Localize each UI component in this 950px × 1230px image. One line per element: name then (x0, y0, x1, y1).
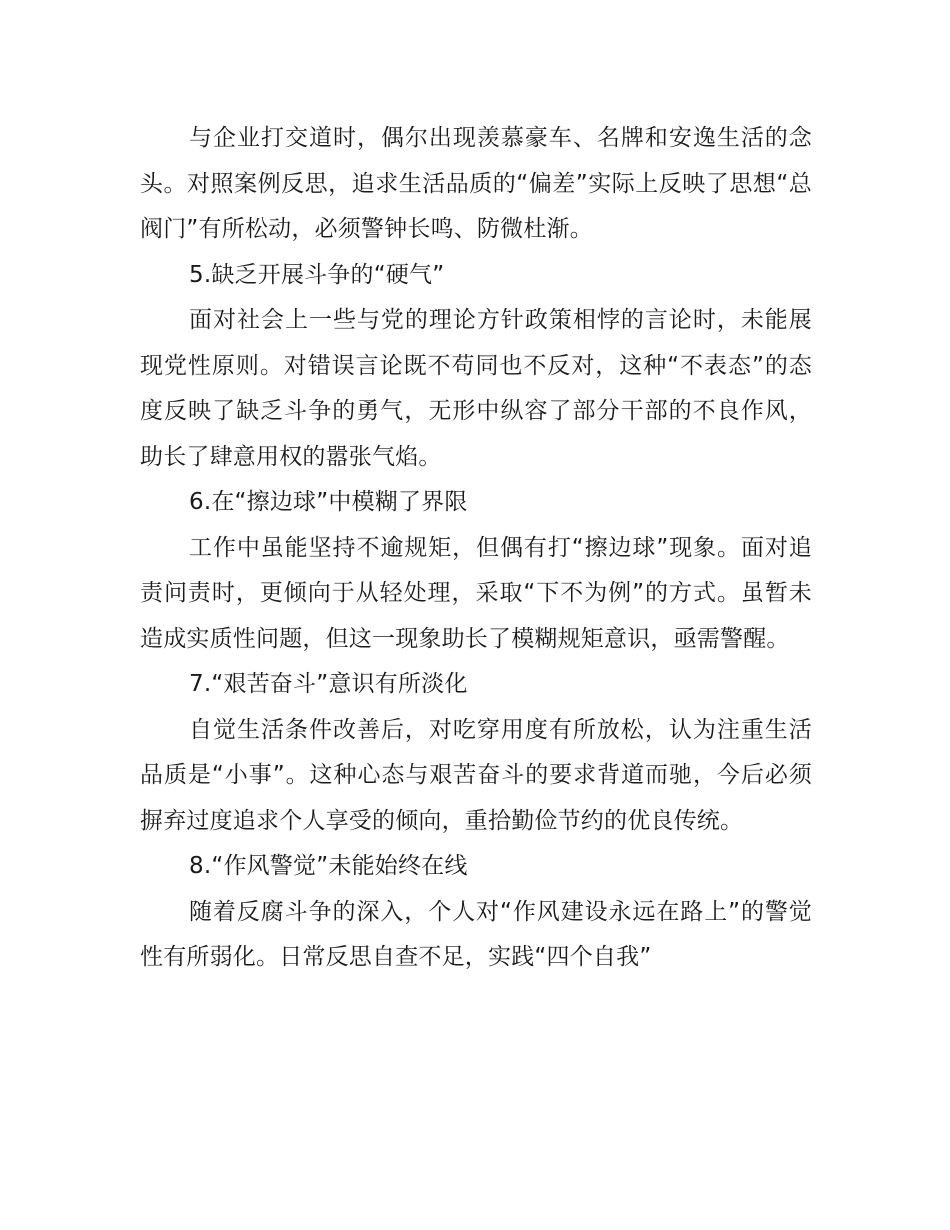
paragraph-edge-ball: 工作中虽能坚持不逾规矩，但偶有打“擦边球”现象。面对追责问责时，更倾向于从轻处理，采取“下不为例”的方式。虽暂未造成实质性问题，但这一现象助长了模糊规矩意识，亟需警醒。 (140, 534, 812, 652)
heading-work-style-alertness: 8.“作风警觉”未能始终在线 (189, 853, 468, 879)
heading-edge-ball: 6.在“擦边球”中模糊了界限 (189, 489, 468, 515)
heading-struggle-spirit: 5.缺乏开展斗争的“硬气” (189, 261, 445, 288)
paragraph-work-style-alertness: 随着反腐斗争的深入，个人对“作风建设永远在路上”的警觉性有所弱化。日常反思自查不足，实践“四个自我” (140, 898, 812, 970)
paragraph-hard-work: 自觉生活条件改善后，对吃穿用度有所放松，认为注重生活品质是“小事”。这种心态与艰苦奋斗的要求背道而驰，今后必须摒弃过度追求个人享受的倾向，重拾勤俭节约的优良传统。 (140, 716, 812, 834)
document-body (140, 116, 812, 981)
heading-hard-work: 7.“艰苦奋斗”意识有所淡化 (189, 671, 468, 697)
paragraph-struggle-spirit: 面对社会上一些与党的理论方针政策相悖的言论时，未能展现党性原则。对错误言论既不苟同也不反对，这种“不表态”的态度反映了缺乏斗争的勇气，无形中纵容了部分干部的不良作风，助长了肆意用权的嚣张气焰。 (140, 307, 812, 470)
paragraph-enterprise-contact: 与企业打交道时，偶尔出现羡慕豪车、名牌和安逸生活的念头。对照案例反思，追求生活品质的“偏差”实际上反映了思想“总阀门”有所松动，必须警钟长鸣、防微杜渐。 (140, 125, 812, 242)
